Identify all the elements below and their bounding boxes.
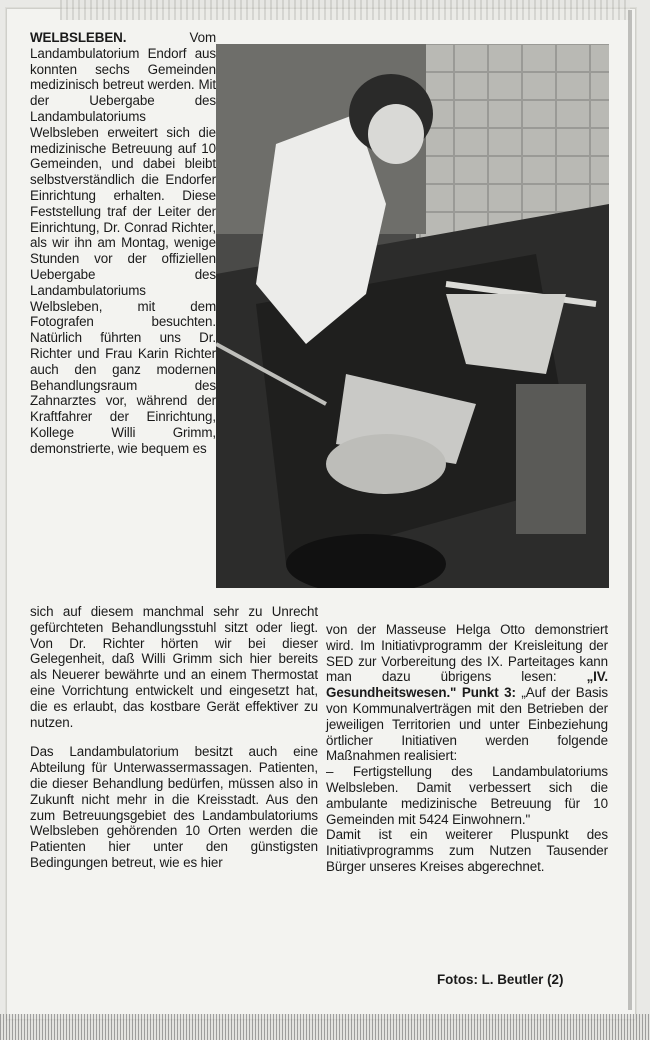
photo-dental-chair bbox=[216, 44, 609, 588]
quote-heading: „IV. Gesundheitswesen." Punkt 3: bbox=[326, 669, 608, 701]
photo-credit: Fotos: L. Beutler (2) bbox=[437, 972, 564, 987]
article-text-col1: Vom Landambulatorium Endorf aus konnten sechs Gemeinden medizinisch betreut werden. Mit der Uebergabe des Landambulatoriums Welbsleben erweitert sich die medizinische Betreuung auf 10 Gemeinden, und dabei bleibt selbstverständlich die Endorfer Einrichtung erhalten. Diese Feststellung traf der Leiter der Einrichtung, Dr. Conrad Richter, als wir ihn am Montag, wenige Stunden vor der offiziellen Uebergabe des Landambulatoriums Welbsleben, mit dem Fotografen besuchten. Natürlich führten uns Dr. Richter und Frau Karin Richter auch den ganz modernen Behandlungsraum des Zahnarztes vor, während der Kraftfahrer der Einrichtung, Kollege Willi Grimm, demonstrierte, wie bequem es bbox=[30, 30, 216, 456]
article-paragraph: Das Landambulatorium besitzt auch eine Abteilung für Unterwassermassagen. Patienten, die dieser Behandlung bedürfen, müssen also in Zukunft nicht mehr in die Kreisstadt. Aus den zum Betreuungsgebiet des Landambulatoriums Welbsleben gehörenden 10 Orten werden die Patienten hier unter den günstigsten Bedingungen betreut, wie es hier bbox=[30, 744, 318, 870]
scan-edge bbox=[0, 1014, 650, 1040]
article-text: „Auf der Basis von Kommunalverträgen mit den Betrieben der jeweiligen Territorien und unter Einbeziehung örtlicher Initiativen werden folgende Maßnahmen realisiert: bbox=[326, 685, 609, 764]
clipping-edge bbox=[628, 10, 632, 1010]
dateline: WELBSLEBEN. bbox=[30, 30, 127, 45]
article-paragraph bbox=[326, 622, 608, 764]
article-column-right bbox=[326, 622, 608, 875]
article-column-middle bbox=[30, 604, 318, 871]
article-text: von der Masseuse Helga Otto demonstriert wird. Im Initiativprogramm der Kreisleitung der SED zur Vorbereitung des IX. Parteitages kann man dazu übrigens lesen: bbox=[326, 622, 608, 685]
article-paragraph: – Fertigstellung des Landambulatoriums Welbsleben. Damit verbessert sich die ambulante medizinische Betreuung für 10 Gemeinden mit 5424 Einwohnern." bbox=[326, 764, 608, 827]
article-paragraph: Damit ist ein weiterer Pluspunkt des Initiativprogramms zum Nutzen Tausender Bürger unseres Kreises abgerechnet. bbox=[326, 827, 608, 874]
previous-article-bleed bbox=[60, 0, 630, 20]
article-paragraph: sich auf diesem manchmal sehr zu Unrecht gefürchteten Behandlungsstuhl sitzt oder liegt. Von Dr. Richter hörten wir bei dieser Gelegenheit, daß Willi Grimm sich hier bereits als Neuerer bewährte und an einem Thermostat eine Vorrichtung entwickelt und eingesetzt hat, die es erlaubt, das kostbare Gerät effektiver zu nutzen. bbox=[30, 604, 318, 730]
article-column-left bbox=[30, 30, 216, 457]
article-photo bbox=[216, 44, 609, 588]
